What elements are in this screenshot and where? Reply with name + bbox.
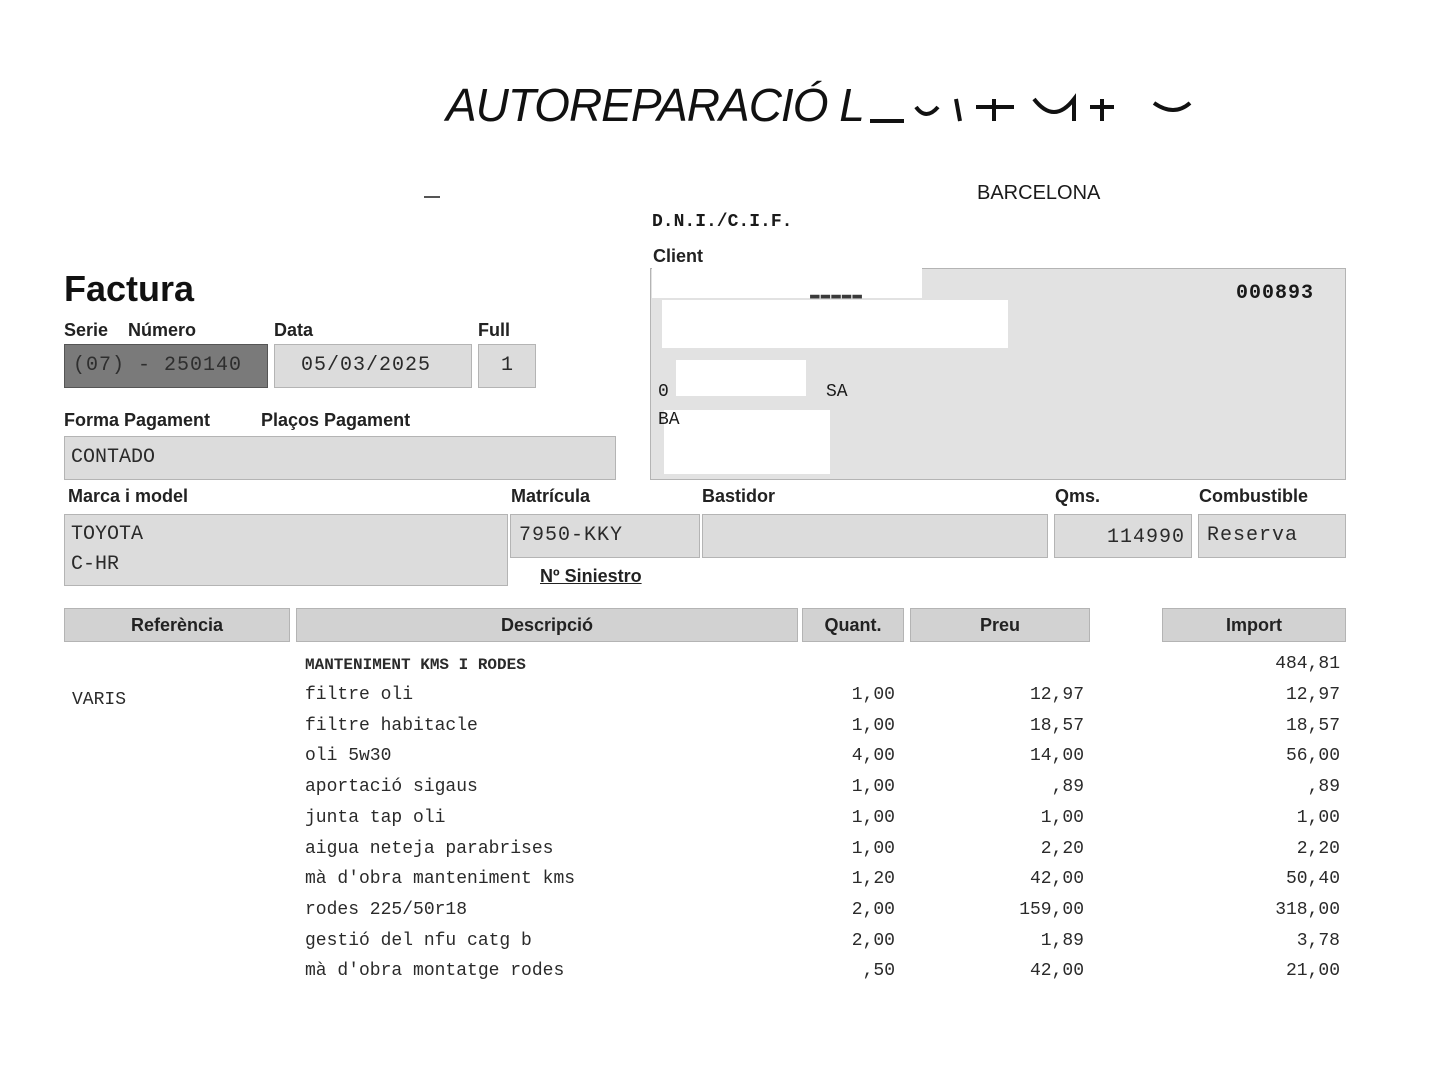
bastidor-box <box>702 514 1048 558</box>
company-title <box>446 78 1194 132</box>
kms-box <box>1054 514 1192 558</box>
marca-line1: TOYOTA <box>71 523 144 546</box>
full-box <box>478 344 536 388</box>
col-header-preu: Preu <box>910 608 1090 642</box>
forma-pagament-label: Forma Pagament <box>64 410 211 430</box>
col-header-referencia: Referència <box>64 608 290 642</box>
client-label: Client <box>653 246 704 266</box>
serie-numero-value: (07) - 250140 <box>73 354 243 377</box>
matricula-value: 7950-KKY <box>519 524 624 547</box>
table-row <box>0 931 1440 961</box>
data-label: Data <box>274 320 314 340</box>
item-amount: 2,20 <box>1296 838 1340 859</box>
item-price: 42,00 <box>1029 961 1084 982</box>
client-line1-fragment: 0 <box>658 382 669 402</box>
item-description: mà d'obra manteniment kms <box>305 869 576 890</box>
item-quantity: 1,20 <box>851 869 895 890</box>
item-quantity: 1,00 <box>851 838 895 859</box>
item-description: junta tap oli <box>305 807 446 828</box>
item-description: mà d'obra montatge rodes <box>305 961 565 982</box>
speck-mark <box>424 196 440 198</box>
section-title: MANTENIMENT KMS I RODES <box>305 656 526 674</box>
numero-label: Número <box>128 320 197 340</box>
table-row <box>0 746 1440 776</box>
payment-value: CONTADO <box>71 446 156 469</box>
table-row <box>0 685 1440 715</box>
item-price: 14,00 <box>1029 746 1084 767</box>
item-amount: 3,78 <box>1296 930 1340 951</box>
item-description: gestió del nfu catg b <box>305 930 532 951</box>
item-price: 1,00 <box>1040 807 1084 828</box>
combustible-value: Reserva <box>1207 524 1299 547</box>
kms-value: 114990 <box>1106 526 1185 549</box>
table-row <box>0 869 1440 899</box>
item-amount: 50,40 <box>1285 869 1340 890</box>
invoice-heading: Factura <box>64 268 195 309</box>
item-price: 42,00 <box>1029 869 1084 890</box>
item-quantity: 1,00 <box>851 807 895 828</box>
kms-label: Qms. <box>1055 486 1101 506</box>
item-amount: 12,97 <box>1285 685 1340 705</box>
client-line1-suffix: SA <box>826 382 848 402</box>
combustible-label: Combustible <box>1199 486 1309 506</box>
item-quantity: 1,00 <box>851 715 895 736</box>
item-description: aportació sigaus <box>305 777 478 798</box>
redacted-client-block <box>676 360 806 396</box>
redaction-scribble: ▬▬▬▬▬ <box>810 286 864 304</box>
item-amount: 18,57 <box>1285 715 1340 736</box>
redacted-title-scribble <box>864 81 1194 127</box>
item-amount: ,89 <box>1307 777 1340 798</box>
item-quantity: 1,00 <box>851 777 895 798</box>
item-quantity: 2,00 <box>851 930 895 951</box>
date-box <box>274 344 472 388</box>
siniestro-label: Nº Siniestro <box>540 566 642 586</box>
col-header-quant: Quant. <box>802 608 904 642</box>
item-amount: 318,00 <box>1275 899 1340 920</box>
table-row <box>0 961 1440 991</box>
table-row <box>0 839 1440 869</box>
city: BARCELONA <box>977 182 1101 204</box>
redacted-client-block <box>652 268 922 298</box>
table-row <box>0 777 1440 807</box>
marca-label: Marca i model <box>68 486 189 506</box>
item-quantity: 1,00 <box>851 685 895 705</box>
serie-label: Serie <box>64 320 109 340</box>
item-amount: 1,00 <box>1296 807 1340 828</box>
bastidor-label: Bastidor <box>702 486 776 506</box>
item-price: 159,00 <box>1019 899 1084 920</box>
item-amount: 56,00 <box>1285 746 1340 767</box>
payment-box <box>64 436 616 480</box>
full-value: 1 <box>501 354 515 377</box>
item-description: filtre oli <box>305 685 414 705</box>
item-price: 18,57 <box>1029 715 1084 736</box>
item-description: oli 5w30 <box>305 746 392 767</box>
item-price: 12,97 <box>1029 685 1084 705</box>
date-value: 05/03/2025 <box>301 354 432 377</box>
item-quantity: ,50 <box>862 961 895 982</box>
placos-pagament-label: Plaços Pagament <box>261 410 411 430</box>
reference-value: VARIS <box>72 690 127 710</box>
combustible-box <box>1198 514 1346 558</box>
marca-line2: C-HR <box>71 553 120 576</box>
redacted-client-block <box>664 410 830 474</box>
item-price: 2,20 <box>1040 838 1084 859</box>
item-quantity: 4,00 <box>851 746 895 767</box>
section-total: 484,81 <box>1275 654 1340 674</box>
dni-label: D.N.I./C.I.F. <box>652 212 793 232</box>
table-row <box>0 808 1440 838</box>
matricula-box <box>510 514 700 558</box>
item-description: aigua neteja parabrises <box>305 838 554 859</box>
full-label: Full <box>478 320 510 340</box>
item-price: ,89 <box>1051 777 1084 798</box>
item-description: rodes 225/50r18 <box>305 899 468 920</box>
matricula-label: Matrícula <box>511 486 591 506</box>
redacted-client-block <box>662 300 1008 348</box>
item-quantity: 2,00 <box>851 899 895 920</box>
client-line2-fragment: BA <box>658 410 680 430</box>
item-description: filtre habitacle <box>305 715 478 736</box>
col-header-import: Import <box>1162 608 1346 642</box>
item-price: 1,89 <box>1040 930 1084 951</box>
company-title-text: AUTOREPARACIÓ L <box>446 79 864 131</box>
client-number: 000893 <box>1236 282 1315 305</box>
marca-box <box>64 514 508 586</box>
col-header-descripcio: Descripció <box>296 608 798 642</box>
item-amount: 21,00 <box>1285 961 1340 982</box>
serie-numero-box <box>64 344 268 388</box>
section-row <box>0 654 1440 684</box>
table-row <box>0 716 1440 746</box>
table-row <box>0 900 1440 930</box>
